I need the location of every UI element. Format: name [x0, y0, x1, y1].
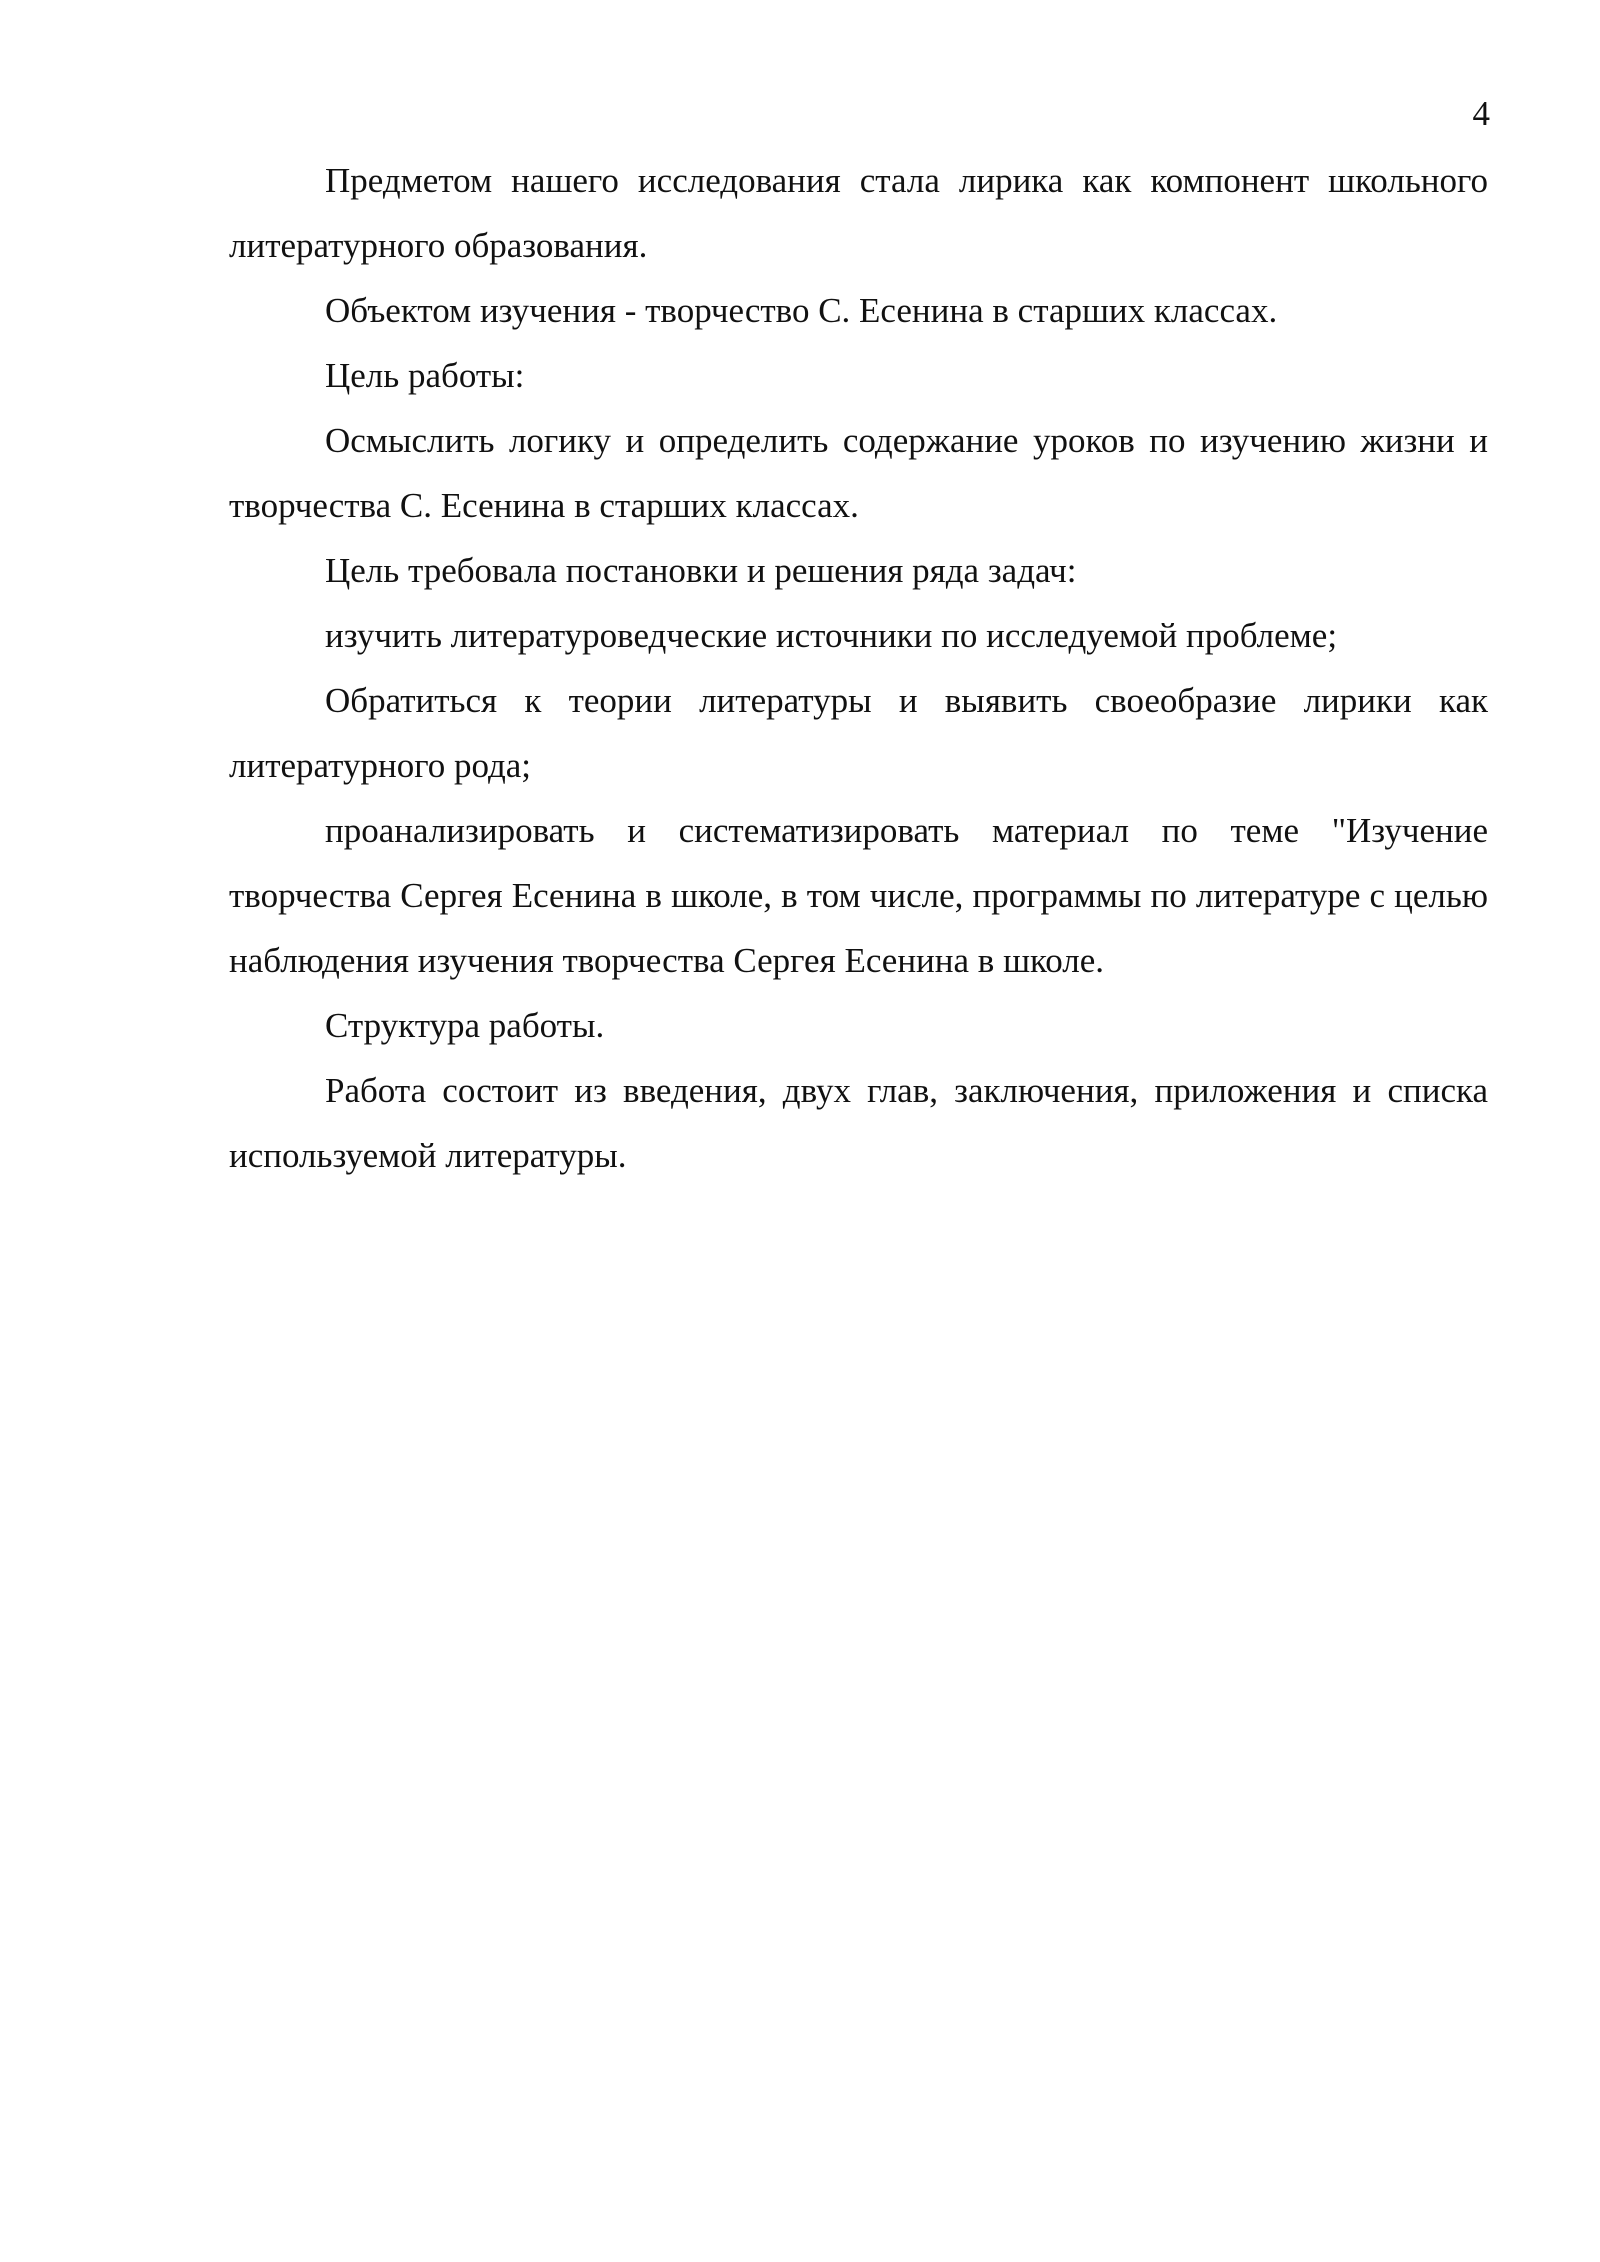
paragraph-goal: Осмыслить логику и определить содержание уроков по изучению жизни и творчества С. Есенина в старших классах. — [229, 421, 1488, 525]
paragraph-object: Объектом изучения - творчество С. Есенина в старших классах. — [325, 291, 1278, 330]
body-text — [229, 148, 1488, 1188]
page-number: 4 — [1472, 94, 1490, 133]
paragraph-goal-heading: Цель работы: — [325, 356, 525, 395]
paragraph-structure-heading: Структура работы. — [325, 1006, 605, 1045]
paragraph-task-3: проанализировать и систематизировать материал по теме "Изучение творчества Сергея Есенина в школе, в том числе, программы по литературе с целью наблюдения изучения творчества Сергея Есенина в школе. — [229, 811, 1488, 980]
paragraph-structure: Работа состоит из введения, двух глав, заключения, приложения и списка используемой литературы. — [229, 1071, 1488, 1175]
paragraph-task-1: изучить литературоведческие источники по исследуемой проблеме; — [325, 616, 1338, 655]
paragraph-subject: Предметом нашего исследования стала лирика как компонент школьного литературного образования. — [229, 161, 1488, 265]
paragraph-task-2: Обратиться к теории литературы и выявить своеобразие лирики как литературного рода; — [229, 681, 1488, 785]
paragraph-tasks-intro: Цель требовала постановки и решения ряда задач: — [325, 551, 1077, 590]
